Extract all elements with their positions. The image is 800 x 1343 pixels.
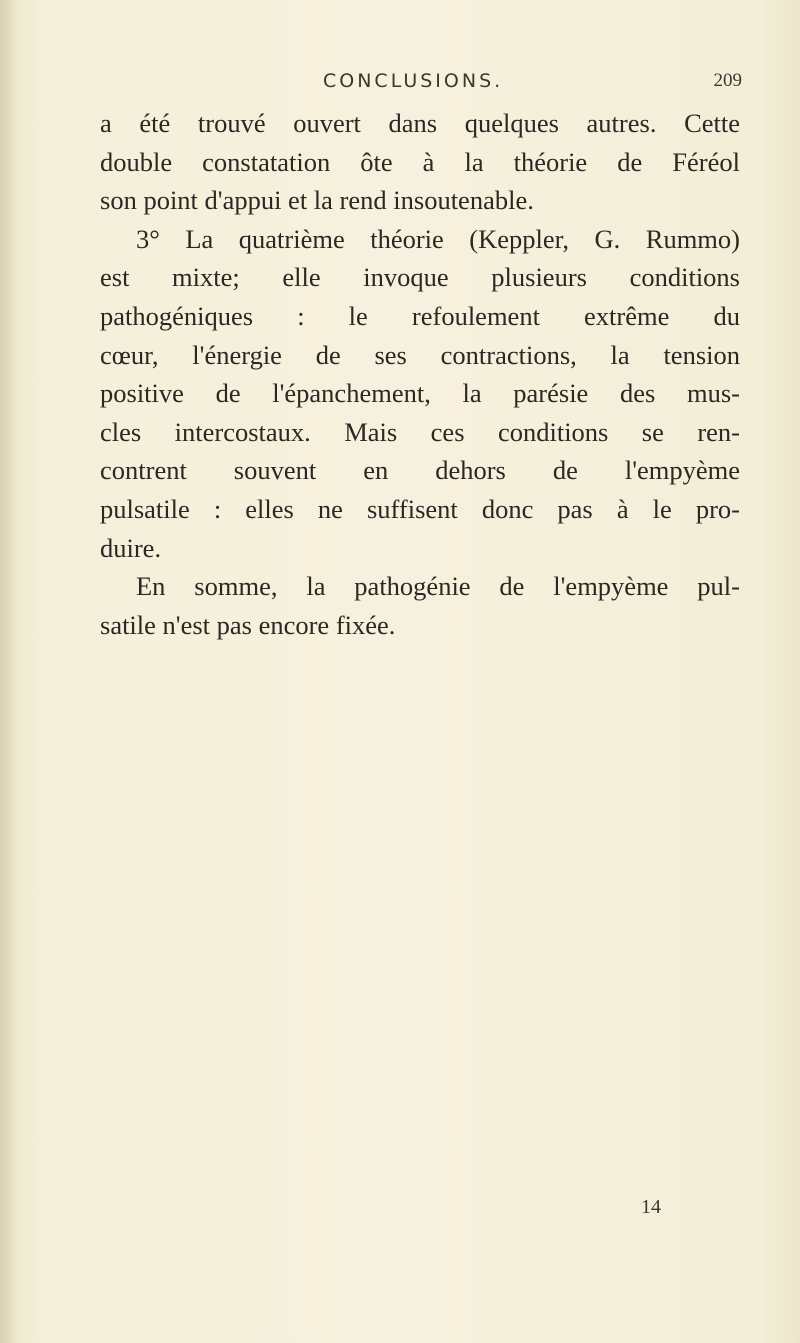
text-line: pulsatile : elles ne suffisent donc pas à le pro- bbox=[100, 493, 740, 524]
body-text bbox=[100, 104, 740, 644]
text-line: double constatation ôte à la théorie de Féréol bbox=[100, 146, 740, 177]
text-line: satile n'est pas encore fixée. bbox=[100, 609, 396, 640]
text-line: duire. bbox=[100, 532, 162, 563]
running-head bbox=[100, 70, 760, 100]
text-line: est mixte; elle invoque plusieurs conditions bbox=[100, 262, 740, 293]
text-line: 3° La quatrième théorie (Keppler, G. Rummo) bbox=[136, 223, 740, 254]
text-line: En somme, la pathogénie de l'empyème pul- bbox=[136, 571, 740, 602]
running-title: CONCLUSIONS. bbox=[323, 70, 504, 92]
page-number: 209 bbox=[713, 70, 742, 91]
text-line: contrent souvent en dehors de l'empyème bbox=[100, 455, 740, 486]
spine-shadow bbox=[0, 0, 18, 1343]
text-line: cles intercostaux. Mais ces conditions se ren- bbox=[100, 416, 740, 447]
text-line: a été trouvé ouvert dans quelques autres. Cette bbox=[100, 108, 740, 138]
text-line: cœur, l'énergie de ses contractions, la tension bbox=[100, 339, 740, 370]
text-line: pathogéniques : le refoulement extrême du bbox=[100, 300, 740, 331]
signature-mark: 14 bbox=[641, 1196, 661, 1218]
text-line: positive de l'épanchement, la parésie des mus- bbox=[100, 378, 740, 409]
text-line: son point d'appui et la rend insoutenable. bbox=[100, 185, 534, 216]
